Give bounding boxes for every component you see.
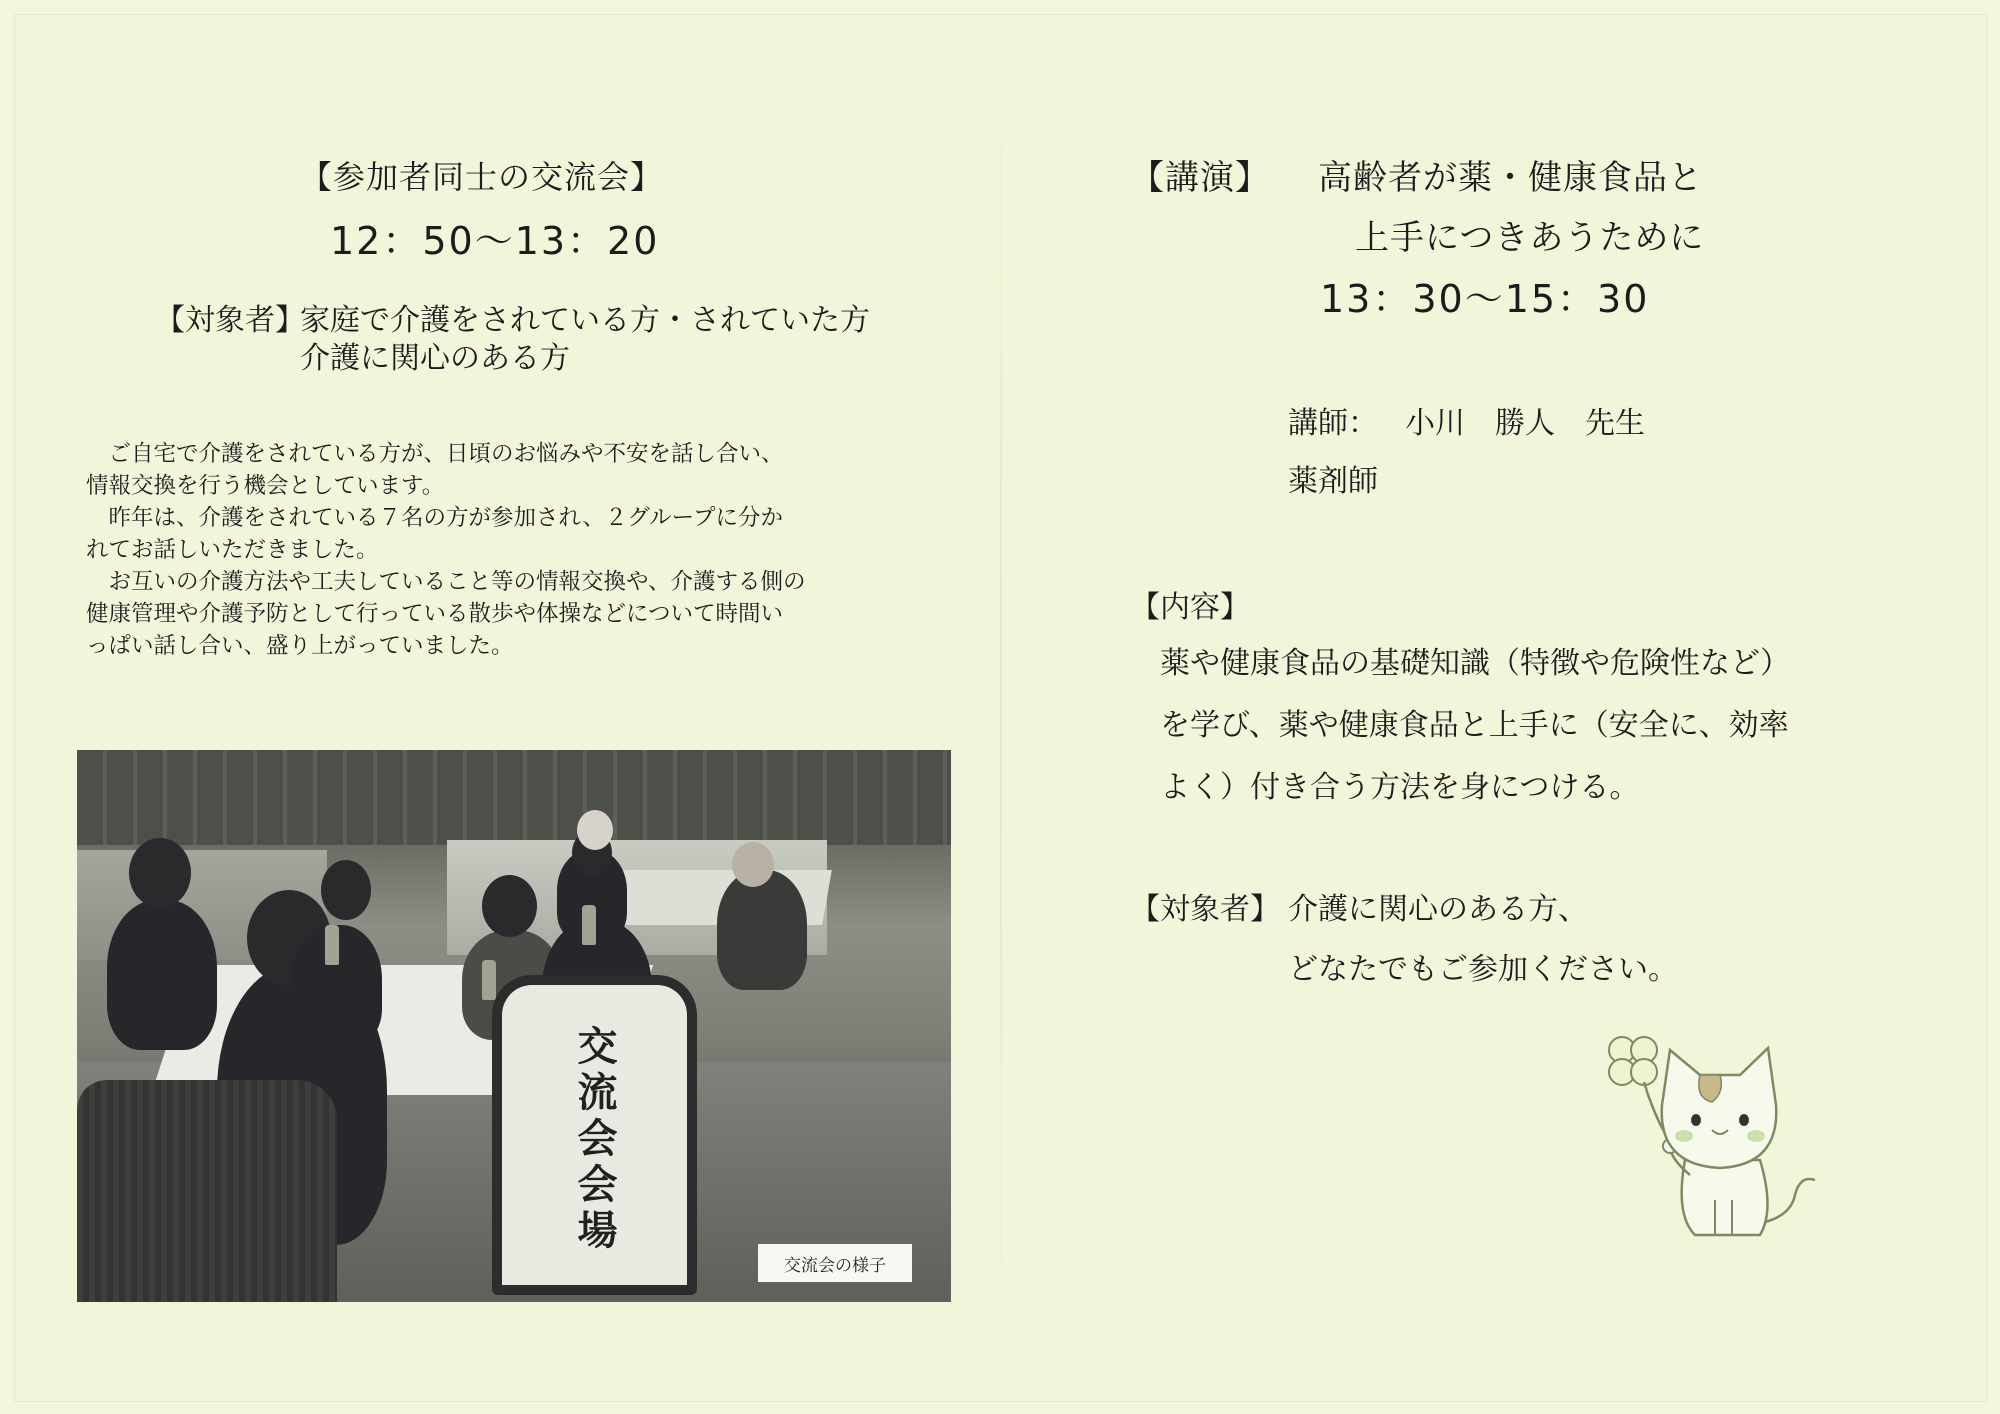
photo-caption: 交流会の様子	[758, 1244, 912, 1282]
exchange-time: 12：50～13：20	[330, 219, 660, 263]
lecturer-title: 薬剤師	[1288, 464, 1378, 499]
exchange-target-label: 【対象者】	[155, 303, 305, 338]
fold-line	[1000, 20, 1002, 1390]
content-line: よく）付き合う方法を身につける。	[1160, 770, 1640, 805]
lecturer-name: 小川 勝人 先生	[1405, 406, 1645, 441]
description-line: お互いの介護方法や工夫していること等の情報交換や、介護する側の	[86, 569, 806, 595]
photo-bottle	[582, 905, 596, 945]
photo-person-head	[577, 810, 613, 850]
cat-with-clover-icon	[1600, 1030, 1860, 1260]
exchange-description	[86, 438, 806, 662]
content-label: 【内容】	[1130, 590, 1250, 625]
description-line: れてお話しいただきました。	[86, 537, 379, 563]
sign-text: 交流会会場	[571, 1025, 618, 1255]
target-line2: どなたでもご参加ください。	[1288, 952, 1678, 987]
description-line: ご自宅で介護をされている方が、日頃のお悩みや不安を話し合い、	[86, 441, 784, 467]
exchange-target-line2: 介護に関心のある方	[300, 341, 570, 376]
photo-person-head	[732, 842, 774, 887]
exchange-target-line1: 家庭で介護をされている方・されていた方	[300, 303, 870, 338]
photo-person	[717, 870, 807, 990]
photo-bottle	[482, 960, 496, 1000]
lecture-label: 【講演】	[1130, 158, 1270, 198]
photo-sign	[492, 975, 697, 1295]
description-line: 昨年は、介護をされている７名の方が参加され、２グループに分か	[86, 505, 784, 531]
photo-wall	[77, 750, 951, 845]
target-line1: 介護に関心のある方、	[1288, 892, 1588, 927]
lecture-title-line2: 上手につきあうために	[1355, 218, 1705, 258]
photo-person	[107, 900, 217, 1050]
content-line: 薬や健康食品の基礎知識（特徴や危険性など）	[1160, 646, 1790, 681]
exchange-photo	[77, 750, 951, 1302]
description-line: っぱい話し合い、盛り上がっていました。	[86, 633, 514, 659]
photo-person-head	[129, 838, 191, 908]
photo-coat	[77, 1080, 337, 1302]
photo-person-head	[321, 860, 371, 920]
photo-person-head	[482, 875, 537, 937]
lecturer-label: 講師：	[1288, 406, 1378, 441]
photo-bottle	[325, 925, 339, 965]
description-line: 情報交換を行う機会としています。	[86, 473, 445, 499]
target-label: 【対象者】	[1130, 892, 1280, 927]
lecture-title-line1: 高齢者が薬・健康食品と	[1318, 158, 1703, 198]
content-line: を学び、薬や健康食品と上手に（安全に、効率	[1160, 708, 1789, 743]
exchange-heading: 【参加者同士の交流会】	[300, 158, 664, 196]
description-line: 健康管理や介護予防として行っている散歩や体操などについて時間い	[86, 601, 784, 627]
lecture-time: 13：30～15：30	[1320, 277, 1650, 321]
